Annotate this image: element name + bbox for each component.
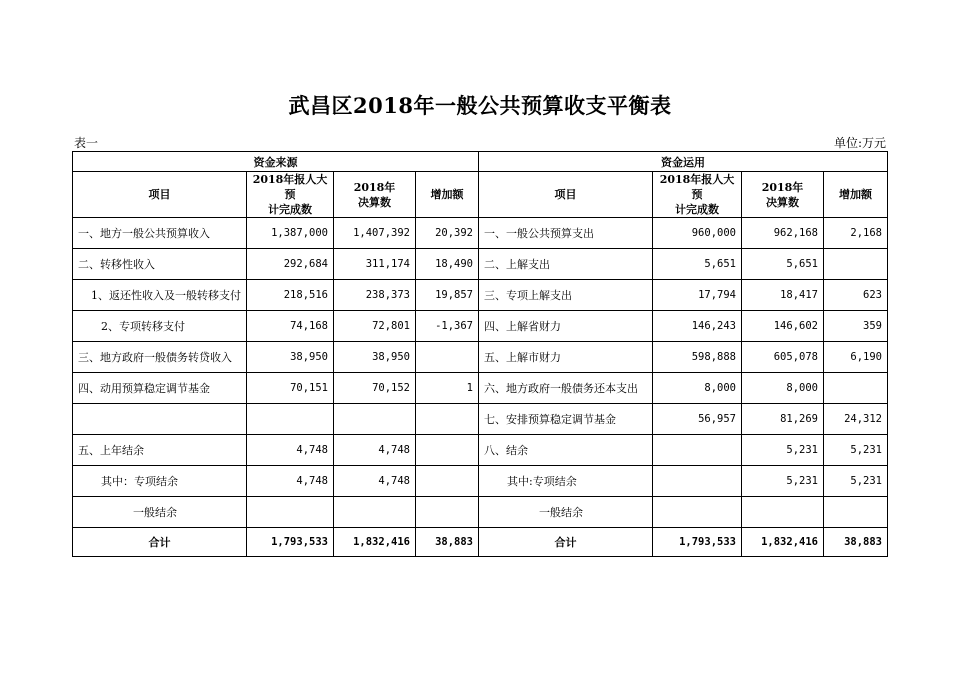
use-increase-cell [824,497,888,528]
table-row [73,280,888,311]
table-number: 表一 [74,136,99,150]
use-item-cell: 一般结余 [479,497,653,528]
source-increase-cell: -1,367 [416,311,479,342]
use-increase-cell [824,373,888,404]
source-item-cell: 2、专项转移支付 [73,311,247,342]
source-increase-cell [416,342,479,373]
table-row [73,435,888,466]
source-increase-cell [416,435,479,466]
use-item-cell: 一、一般公共预算支出 [479,218,653,249]
use-item-cell: 四、上解省财力 [479,311,653,342]
source-item-cell: 三、地方政府一般债务转贷收入 [73,342,247,373]
use-total-final: 1,832,416 [742,528,824,557]
source-item-cell: 二、转移性收入 [73,249,247,280]
source-plan-cell [247,497,334,528]
source-plan-cell [247,404,334,435]
use-final-cell: 81,269 [742,404,824,435]
source-plan-cell: 38,950 [247,342,334,373]
source-final-cell [334,404,416,435]
page-title: 武昌区2018年一般公共预算收支平衡表 [288,93,672,118]
use-plan-cell [653,497,742,528]
unit-label: 单位:万元 [833,136,886,150]
use-item-cell: 其中:专项结余 [479,466,653,497]
use-item-cell: 二、上解支出 [479,249,653,280]
source-total-plan: 1,793,533 [247,528,334,557]
use-plan-cell: 598,888 [653,342,742,373]
source-item-cell: 一、地方一般公共预算收入 [73,218,247,249]
use-plan-cell: 960,000 [653,218,742,249]
col-header-plan: 2018年报人大预 计完成数 [247,172,334,218]
source-plan-cell: 4,748 [247,466,334,497]
use-plan-cell: 56,957 [653,404,742,435]
source-plan-cell: 1,387,000 [247,218,334,249]
source-item-cell: 一般结余 [73,497,247,528]
table-row [73,218,888,249]
source-final-cell: 70,152 [334,373,416,404]
source-increase-cell [416,497,479,528]
table-row [73,342,888,373]
use-increase-cell [824,249,888,280]
col-header-increase: 增加额 [416,172,479,218]
use-final-cell: 5,651 [742,249,824,280]
source-item-cell: 其中：专项结余 [73,466,247,497]
use-final-cell: 8,000 [742,373,824,404]
table-row [73,404,888,435]
total-row [73,528,888,557]
source-total-label: 合计 [73,528,247,557]
source-final-cell: 4,748 [334,466,416,497]
use-item-cell: 六、地方政府一般债务还本支出 [479,373,653,404]
col-header-plan: 2018年报人大预 计完成数 [653,172,742,218]
use-item-cell: 八、结余 [479,435,653,466]
use-item-cell: 七、安排预算稳定调节基金 [479,404,653,435]
source-item-cell: 四、动用预算稳定调节基金 [73,373,247,404]
use-final-cell [742,497,824,528]
source-plan-cell: 4,748 [247,435,334,466]
col-header-item: 项目 [479,172,653,218]
use-final-cell: 5,231 [742,466,824,497]
use-increase-cell: 359 [824,311,888,342]
use-increase-cell: 24,312 [824,404,888,435]
col-header-final: 2018年 决算数 [334,172,416,218]
use-plan-cell: 146,243 [653,311,742,342]
use-increase-cell: 623 [824,280,888,311]
table-row [73,311,888,342]
uses-group-header: 资金运用 [479,152,888,172]
use-final-cell: 18,417 [742,280,824,311]
source-plan-cell: 292,684 [247,249,334,280]
table-row [73,497,888,528]
source-final-cell: 311,174 [334,249,416,280]
use-total-increase: 38,883 [824,528,888,557]
column-header-row [73,172,888,218]
use-increase-cell: 2,168 [824,218,888,249]
source-final-cell: 38,950 [334,342,416,373]
use-item-cell: 五、上解市财力 [479,342,653,373]
source-plan-cell: 218,516 [247,280,334,311]
source-final-cell: 72,801 [334,311,416,342]
use-plan-cell [653,466,742,497]
use-final-cell: 5,231 [742,435,824,466]
source-total-increase: 38,883 [416,528,479,557]
use-final-cell: 962,168 [742,218,824,249]
group-header-row [73,152,888,172]
source-increase-cell: 19,857 [416,280,479,311]
table-row [73,466,888,497]
source-total-final: 1,832,416 [334,528,416,557]
use-increase-cell: 6,190 [824,342,888,373]
source-item-cell [73,404,247,435]
use-final-cell: 605,078 [742,342,824,373]
use-increase-cell: 5,231 [824,466,888,497]
source-item-cell: 五、上年结余 [73,435,247,466]
source-increase-cell: 20,392 [416,218,479,249]
use-final-cell: 146,602 [742,311,824,342]
col-header-final: 2018年 决算数 [742,172,824,218]
use-total-plan: 1,793,533 [653,528,742,557]
col-header-item: 项目 [73,172,247,218]
source-item-cell: 1、返还性收入及一般转移支付 [73,280,247,311]
use-plan-cell [653,435,742,466]
sources-group-header: 资金来源 [73,152,479,172]
use-plan-cell: 5,651 [653,249,742,280]
use-total-label: 合计 [479,528,653,557]
source-increase-cell: 1 [416,373,479,404]
use-item-cell: 三、专项上解支出 [479,280,653,311]
source-increase-cell: 18,490 [416,249,479,280]
source-increase-cell [416,404,479,435]
source-final-cell: 238,373 [334,280,416,311]
source-final-cell [334,497,416,528]
source-final-cell: 1,407,392 [334,218,416,249]
use-increase-cell: 5,231 [824,435,888,466]
col-header-increase: 增加额 [824,172,888,218]
balance-table [72,151,888,557]
use-plan-cell: 8,000 [653,373,742,404]
source-plan-cell: 74,168 [247,311,334,342]
use-plan-cell: 17,794 [653,280,742,311]
source-final-cell: 4,748 [334,435,416,466]
table-row [73,373,888,404]
table-row [73,249,888,280]
source-increase-cell [416,466,479,497]
source-plan-cell: 70,151 [247,373,334,404]
